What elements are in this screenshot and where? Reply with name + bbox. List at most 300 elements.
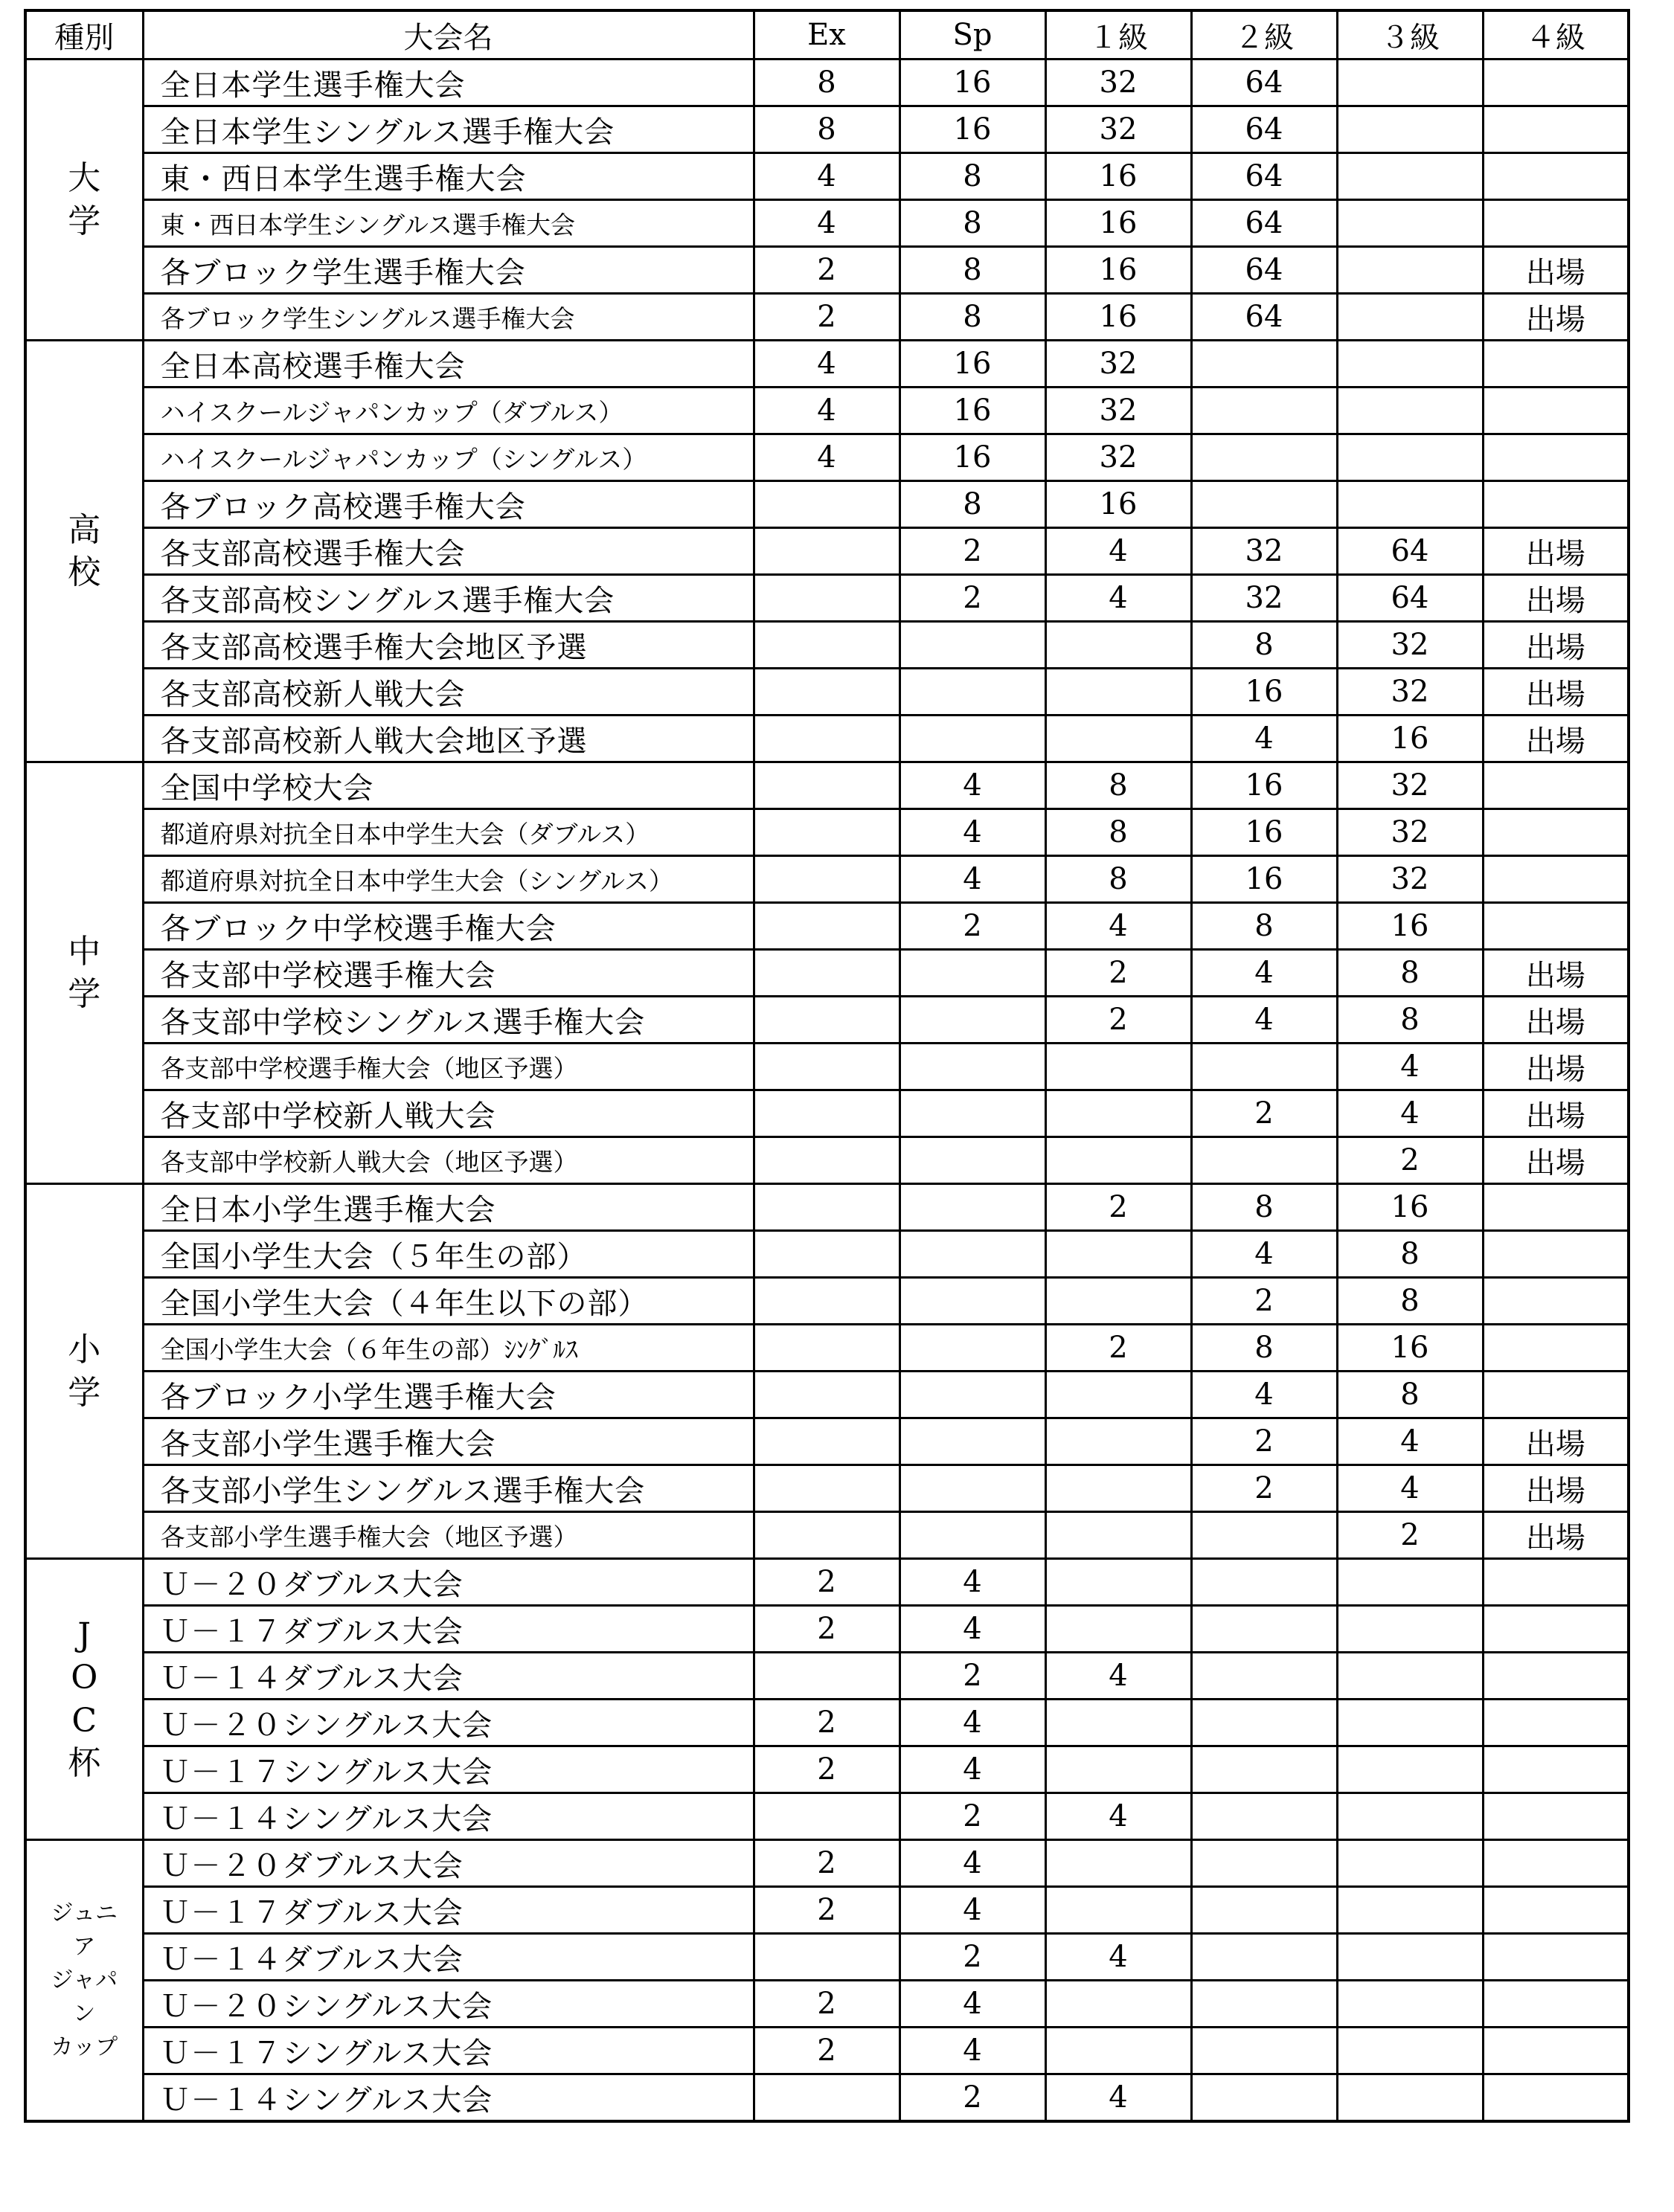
cell-ex [754, 528, 899, 575]
cell-grade-1 [1045, 1231, 1191, 1278]
cell-grade-2: 64 [1191, 294, 1337, 341]
cell-grade-1: 16 [1045, 481, 1191, 528]
cell-grade-3 [1337, 1606, 1483, 1653]
cell-grade-4 [1483, 1887, 1629, 1934]
tournament-name: 各支部小学生選手権大会 [143, 1418, 754, 1465]
cell-ex [754, 481, 899, 528]
cell-grade-2: 16 [1191, 669, 1337, 716]
tournament-name: 全国小学生大会（５年生の部） [143, 1231, 754, 1278]
tournament-name: Ｕ－２０ダブルス大会 [143, 1840, 754, 1887]
cell-sp: 2 [899, 903, 1045, 950]
cell-grade-1 [1045, 1465, 1191, 1512]
cell-grade-4: 出場 [1483, 1044, 1629, 1090]
header-category: 種別 [25, 10, 143, 60]
category-label-line: ア [73, 1934, 96, 1960]
cell-grade-4: 出場 [1483, 669, 1629, 716]
cell-ex [754, 1184, 899, 1231]
table-row [25, 294, 1629, 341]
table-row [25, 1231, 1629, 1278]
cell-grade-4 [1483, 1559, 1629, 1606]
cell-sp: 16 [899, 60, 1045, 106]
cell-grade-3 [1337, 388, 1483, 434]
cell-grade-3: 8 [1337, 997, 1483, 1044]
cell-grade-4: 出場 [1483, 1137, 1629, 1184]
table-row [25, 997, 1629, 1044]
cell-sp: 2 [899, 1793, 1045, 1840]
cell-sp: 4 [899, 2028, 1045, 2074]
table-row [25, 1044, 1629, 1090]
cell-grade-3: 16 [1337, 716, 1483, 762]
cell-grade-3: 8 [1337, 1372, 1483, 1418]
cell-grade-1: 4 [1045, 903, 1191, 950]
cell-grade-3: 32 [1337, 762, 1483, 809]
cell-grade-2 [1191, 1653, 1337, 1700]
category-cell [25, 1840, 143, 2122]
cell-sp: 2 [899, 2074, 1045, 2122]
header-row [25, 10, 1629, 60]
tournament-name: 都道府県対抗全日本中学生大会（ダブルス） [143, 809, 754, 856]
cell-grade-1 [1045, 1418, 1191, 1465]
cell-grade-3: 4 [1337, 1044, 1483, 1090]
category-label: 大学 [68, 159, 101, 240]
table-row [25, 809, 1629, 856]
tournament-name: 各支部高校新人戦大会 [143, 669, 754, 716]
cell-grade-4 [1483, 434, 1629, 481]
cell-grade-3: 16 [1337, 1184, 1483, 1231]
cell-grade-4: 出場 [1483, 528, 1629, 575]
cell-grade-1: 4 [1045, 528, 1191, 575]
cell-grade-1 [1045, 716, 1191, 762]
cell-sp: 2 [899, 528, 1045, 575]
cell-grade-3 [1337, 2028, 1483, 2074]
cell-grade-1: 4 [1045, 1793, 1191, 1840]
table-row [25, 341, 1629, 388]
cell-grade-2 [1191, 1700, 1337, 1746]
cell-grade-4 [1483, 153, 1629, 200]
cell-grade-2 [1191, 1793, 1337, 1840]
cell-ex: 2 [754, 247, 899, 294]
cell-ex [754, 669, 899, 716]
cell-sp: 8 [899, 153, 1045, 200]
category-label-line: カップ [51, 2034, 118, 2060]
cell-grade-3: 8 [1337, 950, 1483, 997]
tournament-name: Ｕ－２０シングルス大会 [143, 1700, 754, 1746]
cell-grade-4 [1483, 1746, 1629, 1793]
cell-grade-3: 4 [1337, 1418, 1483, 1465]
cell-ex: 4 [754, 434, 899, 481]
tournament-name: 各支部中学校シングルス選手権大会 [143, 997, 754, 1044]
cell-sp [899, 950, 1045, 997]
cell-sp [899, 997, 1045, 1044]
cell-grade-2 [1191, 341, 1337, 388]
cell-grade-3: 8 [1337, 1278, 1483, 1325]
cell-grade-4 [1483, 1278, 1629, 1325]
tournament-name: Ｕ－１４シングルス大会 [143, 2074, 754, 2122]
table-row [25, 247, 1629, 294]
table-row [25, 622, 1629, 669]
cell-sp: 4 [899, 856, 1045, 903]
cell-grade-4: 出場 [1483, 1465, 1629, 1512]
cell-grade-1: 8 [1045, 809, 1191, 856]
cell-grade-3: 32 [1337, 622, 1483, 669]
header-tournament-name: 大会名 [143, 10, 754, 60]
table-row [25, 903, 1629, 950]
cell-grade-4 [1483, 1700, 1629, 1746]
cell-grade-3: 8 [1337, 1231, 1483, 1278]
cell-grade-2: 64 [1191, 60, 1337, 106]
table-row [25, 153, 1629, 200]
header-grade-4: ４級 [1483, 10, 1629, 60]
tournament-name: 各ブロック小学生選手権大会 [143, 1372, 754, 1418]
tournament-name: 各支部中学校選手権大会 [143, 950, 754, 997]
tournament-name: Ｕ－１４シングルス大会 [143, 1793, 754, 1840]
cell-grade-4: 出場 [1483, 1512, 1629, 1559]
cell-ex [754, 1793, 899, 1840]
cell-sp [899, 1231, 1045, 1278]
cell-ex [754, 1465, 899, 1512]
tournament-name: Ｕ－１４ダブルス大会 [143, 1653, 754, 1700]
cell-grade-3: 2 [1337, 1512, 1483, 1559]
cell-ex [754, 762, 899, 809]
cell-sp [899, 622, 1045, 669]
cell-grade-1: 4 [1045, 1934, 1191, 1981]
cell-sp: 8 [899, 294, 1045, 341]
cell-grade-4 [1483, 200, 1629, 247]
cell-grade-2: 16 [1191, 762, 1337, 809]
cell-grade-2 [1191, 1044, 1337, 1090]
tournament-name: 全日本学生シングルス選手権大会 [143, 106, 754, 153]
cell-grade-2: 4 [1191, 1372, 1337, 1418]
tournament-name: 各ブロック高校選手権大会 [143, 481, 754, 528]
cell-grade-1 [1045, 1278, 1191, 1325]
cell-grade-2: 2 [1191, 1090, 1337, 1137]
cell-ex [754, 622, 899, 669]
cell-ex [754, 2074, 899, 2122]
category-label-line: JOC [71, 1616, 98, 1740]
cell-grade-1: 16 [1045, 153, 1191, 200]
cell-ex: 2 [754, 1887, 899, 1934]
cell-grade-2 [1191, 1512, 1337, 1559]
table-row [25, 1653, 1629, 1700]
tournament-name: Ｕ－１４ダブルス大会 [143, 1934, 754, 1981]
cell-grade-2 [1191, 1981, 1337, 2028]
cell-grade-3 [1337, 1934, 1483, 1981]
cell-ex: 8 [754, 106, 899, 153]
cell-grade-2: 64 [1191, 200, 1337, 247]
table-row [25, 1418, 1629, 1465]
cell-grade-4 [1483, 481, 1629, 528]
tournament-name: 各ブロック学生シングルス選手権大会 [143, 294, 754, 341]
cell-grade-3 [1337, 1746, 1483, 1793]
tournament-name: 各支部中学校新人戦大会（地区予選） [143, 1137, 754, 1184]
cell-sp [899, 1044, 1045, 1090]
cell-grade-3 [1337, 1840, 1483, 1887]
cell-sp: 4 [899, 1981, 1045, 2028]
cell-grade-4 [1483, 1981, 1629, 2028]
cell-grade-2: 16 [1191, 809, 1337, 856]
cell-sp: 2 [899, 1934, 1045, 1981]
cell-ex: 2 [754, 1840, 899, 1887]
cell-grade-1 [1045, 1090, 1191, 1137]
cell-grade-3: 4 [1337, 1090, 1483, 1137]
table-row [25, 1887, 1629, 1934]
table-row [25, 669, 1629, 716]
category-cell [25, 1559, 143, 1840]
cell-grade-4: 出場 [1483, 1090, 1629, 1137]
table-row [25, 1559, 1629, 1606]
cell-sp: 4 [899, 1840, 1045, 1887]
tournament-name: 全国小学生大会（４年生以下の部） [143, 1278, 754, 1325]
cell-grade-3 [1337, 153, 1483, 200]
cell-grade-1: 2 [1045, 997, 1191, 1044]
cell-grade-2: 4 [1191, 997, 1337, 1044]
cell-sp: 4 [899, 809, 1045, 856]
cell-grade-4 [1483, 1606, 1629, 1653]
cell-grade-4 [1483, 903, 1629, 950]
cell-grade-1 [1045, 1887, 1191, 1934]
cell-grade-1 [1045, 2028, 1191, 2074]
tournament-name: 全日本学生選手権大会 [143, 60, 754, 106]
cell-ex: 2 [754, 1559, 899, 1606]
cell-ex [754, 1372, 899, 1418]
tournament-name: 各支部中学校選手権大会（地区予選） [143, 1044, 754, 1090]
tournament-name: 都道府県対抗全日本中学生大会（シングルス） [143, 856, 754, 903]
cell-grade-3: 16 [1337, 903, 1483, 950]
cell-ex [754, 1325, 899, 1372]
cell-grade-2 [1191, 1840, 1337, 1887]
cell-grade-1 [1045, 1512, 1191, 1559]
tournament-name: 全日本高校選手権大会 [143, 341, 754, 388]
cell-grade-2 [1191, 434, 1337, 481]
cell-ex [754, 1653, 899, 1700]
cell-sp [899, 1418, 1045, 1465]
cell-grade-1: 32 [1045, 341, 1191, 388]
cell-ex [754, 1231, 899, 1278]
cell-sp: 16 [899, 106, 1045, 153]
cell-grade-4 [1483, 1840, 1629, 1887]
cell-ex [754, 997, 899, 1044]
cell-grade-4: 出場 [1483, 294, 1629, 341]
cell-grade-2: 2 [1191, 1465, 1337, 1512]
cell-ex [754, 1934, 899, 1981]
cell-grade-1: 16 [1045, 247, 1191, 294]
cell-grade-2: 2 [1191, 1418, 1337, 1465]
cell-grade-1: 4 [1045, 575, 1191, 622]
table-row [25, 1840, 1629, 1887]
cell-grade-4 [1483, 1325, 1629, 1372]
cell-ex: 2 [754, 294, 899, 341]
cell-grade-1 [1045, 1606, 1191, 1653]
table-row [25, 1793, 1629, 1840]
tournament-name: 各支部高校選手権大会 [143, 528, 754, 575]
cell-ex [754, 856, 899, 903]
cell-ex: 4 [754, 200, 899, 247]
cell-grade-2: 4 [1191, 950, 1337, 997]
cell-grade-4 [1483, 1372, 1629, 1418]
cell-grade-1 [1045, 622, 1191, 669]
cell-grade-3 [1337, 1981, 1483, 2028]
cell-grade-3 [1337, 200, 1483, 247]
cell-ex [754, 1137, 899, 1184]
cell-grade-2 [1191, 1606, 1337, 1653]
header-grade-2: ２級 [1191, 10, 1337, 60]
cell-grade-3: 32 [1337, 856, 1483, 903]
category-label [50, 1897, 119, 2064]
cell-ex: 4 [754, 153, 899, 200]
cell-grade-2: 16 [1191, 856, 1337, 903]
table-row [25, 200, 1629, 247]
cell-grade-3 [1337, 1653, 1483, 1700]
category-label-line: ジャパ [51, 1967, 118, 1993]
cell-grade-1: 16 [1045, 294, 1191, 341]
tournament-name: Ｕ－２０ダブルス大会 [143, 1559, 754, 1606]
cell-grade-1: 8 [1045, 762, 1191, 809]
cell-grade-3 [1337, 1559, 1483, 1606]
cell-grade-2: 32 [1191, 528, 1337, 575]
cell-grade-3: 32 [1337, 669, 1483, 716]
cell-grade-3: 64 [1337, 528, 1483, 575]
cell-sp: 4 [899, 1606, 1045, 1653]
cell-grade-3 [1337, 106, 1483, 153]
category-label: 高校 [68, 510, 101, 591]
table-row [25, 1700, 1629, 1746]
cell-grade-4 [1483, 809, 1629, 856]
cell-grade-4 [1483, 1653, 1629, 1700]
tournament-name: 各支部小学生シングルス選手権大会 [143, 1465, 754, 1512]
table-row [25, 1372, 1629, 1418]
header-grade-1: １級 [1045, 10, 1191, 60]
table-body [25, 60, 1629, 2122]
category-label-line: ジュニ [51, 1900, 118, 1926]
cell-grade-4 [1483, 1231, 1629, 1278]
cell-ex [754, 809, 899, 856]
table-row [25, 1325, 1629, 1372]
table-row [25, 762, 1629, 809]
category-label-line: 杯 [68, 1743, 101, 1782]
cell-grade-4 [1483, 341, 1629, 388]
cell-sp: 16 [899, 388, 1045, 434]
cell-grade-2: 2 [1191, 1278, 1337, 1325]
cell-grade-1 [1045, 1981, 1191, 2028]
cell-sp: 8 [899, 200, 1045, 247]
tournament-name: ハイスクールジャパンカップ（ダブルス） [143, 388, 754, 434]
category-label: 小学 [68, 1331, 101, 1412]
cell-grade-4: 出場 [1483, 1418, 1629, 1465]
cell-grade-1: 16 [1045, 200, 1191, 247]
cell-grade-2: 64 [1191, 153, 1337, 200]
table-row [25, 950, 1629, 997]
table-row [25, 1137, 1629, 1184]
tournament-name: ハイスクールジャパンカップ（シングルス） [143, 434, 754, 481]
cell-grade-1: 32 [1045, 106, 1191, 153]
tournament-name: 各支部中学校新人戦大会 [143, 1090, 754, 1137]
cell-grade-4: 出場 [1483, 997, 1629, 1044]
cell-grade-4 [1483, 1184, 1629, 1231]
tournament-name: 各ブロック中学校選手権大会 [143, 903, 754, 950]
cell-grade-1 [1045, 1746, 1191, 1793]
cell-ex [754, 903, 899, 950]
cell-grade-3 [1337, 1887, 1483, 1934]
tournament-name: 各支部高校新人戦大会地区予選 [143, 716, 754, 762]
cell-grade-2: 64 [1191, 106, 1337, 153]
category-cell [25, 762, 143, 1184]
cell-grade-4 [1483, 856, 1629, 903]
tournament-name: 全国中学校大会 [143, 762, 754, 809]
cell-ex: 2 [754, 1606, 899, 1653]
cell-grade-2: 8 [1191, 1184, 1337, 1231]
cell-grade-4 [1483, 1793, 1629, 1840]
tournament-grade-table [24, 9, 1630, 2123]
cell-ex [754, 1090, 899, 1137]
category-cell [25, 341, 143, 762]
tournament-name: Ｕ－１７ダブルス大会 [143, 1606, 754, 1653]
cell-grade-2: 8 [1191, 1325, 1337, 1372]
cell-grade-2 [1191, 481, 1337, 528]
cell-grade-1: 4 [1045, 1653, 1191, 1700]
cell-grade-2: 4 [1191, 716, 1337, 762]
table-row [25, 1981, 1629, 2028]
cell-grade-1: 2 [1045, 1325, 1191, 1372]
cell-grade-1 [1045, 1700, 1191, 1746]
cell-grade-1: 8 [1045, 856, 1191, 903]
cell-sp: 16 [899, 434, 1045, 481]
cell-grade-4: 出場 [1483, 247, 1629, 294]
cell-grade-1: 32 [1045, 388, 1191, 434]
cell-ex: 2 [754, 1981, 899, 2028]
cell-grade-3 [1337, 247, 1483, 294]
cell-grade-2 [1191, 1559, 1337, 1606]
cell-sp: 16 [899, 341, 1045, 388]
cell-sp [899, 1512, 1045, 1559]
table-row [25, 575, 1629, 622]
cell-grade-2 [1191, 1934, 1337, 1981]
cell-sp [899, 1137, 1045, 1184]
cell-grade-2: 8 [1191, 622, 1337, 669]
cell-sp [899, 669, 1045, 716]
table-row [25, 1606, 1629, 1653]
cell-grade-4: 出場 [1483, 622, 1629, 669]
tournament-name: Ｕ－１７ダブルス大会 [143, 1887, 754, 1934]
cell-grade-2: 32 [1191, 575, 1337, 622]
cell-grade-3 [1337, 341, 1483, 388]
cell-grade-1: 32 [1045, 60, 1191, 106]
table-row [25, 1278, 1629, 1325]
cell-grade-1 [1045, 1044, 1191, 1090]
cell-grade-2: 8 [1191, 903, 1337, 950]
cell-ex [754, 1512, 899, 1559]
cell-sp: 4 [899, 762, 1045, 809]
cell-grade-1 [1045, 669, 1191, 716]
cell-grade-2 [1191, 2074, 1337, 2122]
table-row [25, 2028, 1629, 2074]
cell-grade-2: 64 [1191, 247, 1337, 294]
table-row [25, 1512, 1629, 1559]
cell-ex: 2 [754, 1746, 899, 1793]
header-ex: Ex [754, 10, 899, 60]
table-row [25, 1746, 1629, 1793]
category-label [66, 1614, 102, 1784]
table-row [25, 481, 1629, 528]
cell-sp: 2 [899, 575, 1045, 622]
cell-sp [899, 1184, 1045, 1231]
cell-sp: 4 [899, 1559, 1045, 1606]
cell-grade-3 [1337, 60, 1483, 106]
tournament-name: Ｕ－１７シングルス大会 [143, 2028, 754, 2074]
cell-grade-4 [1483, 2028, 1629, 2074]
cell-grade-1 [1045, 1840, 1191, 1887]
tournament-name: 各支部高校選手権大会地区予選 [143, 622, 754, 669]
cell-ex [754, 1278, 899, 1325]
